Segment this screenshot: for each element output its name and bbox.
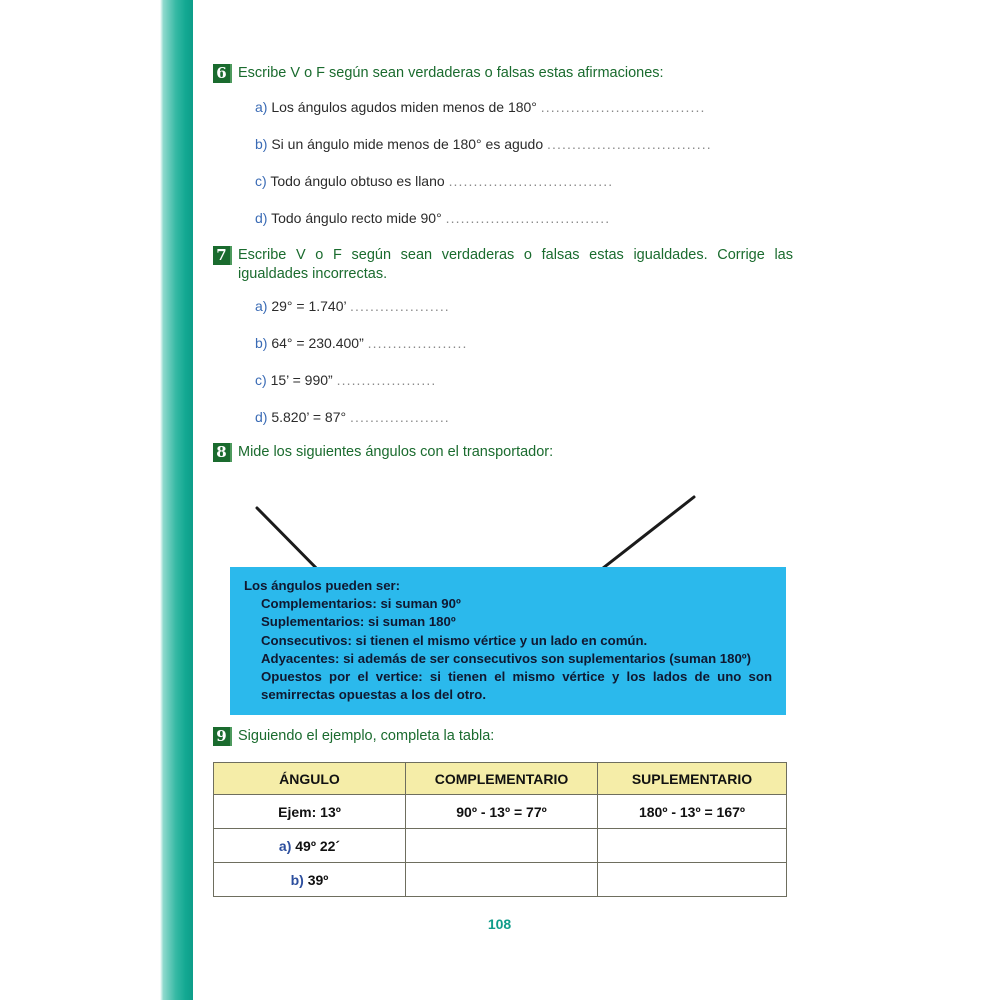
item-label: a) bbox=[255, 99, 268, 115]
cell-supplementary-blank[interactable] bbox=[598, 829, 787, 863]
list-item bbox=[255, 372, 793, 389]
cell-angle bbox=[214, 829, 406, 863]
table-row bbox=[214, 795, 787, 829]
item-label: d) bbox=[255, 409, 268, 425]
exercise-6-header bbox=[213, 64, 793, 86]
item-label: c) bbox=[255, 372, 267, 388]
exercise-7-number-badge: 7 bbox=[213, 246, 232, 265]
item-text: Todo ángulo obtuso es llano bbox=[270, 173, 445, 189]
side-band-label: Adaptamos las matemáticas bbox=[126, 318, 161, 994]
row-label: b) bbox=[290, 871, 304, 888]
list-item bbox=[255, 298, 793, 315]
row-angle-value: 39º bbox=[307, 871, 329, 888]
angle-figures bbox=[213, 479, 793, 579]
column-header-angulo: ÁNGULO bbox=[214, 763, 406, 795]
list-item bbox=[255, 173, 793, 190]
side-band bbox=[126, 0, 193, 1000]
exercise-7-header bbox=[213, 246, 793, 284]
exercise-9 bbox=[213, 727, 793, 749]
item-label: a) bbox=[255, 298, 268, 314]
answer-dotted-line[interactable]: ................................. bbox=[445, 210, 611, 226]
cell-angle: Ejem: 13º bbox=[214, 795, 406, 829]
table-header-row bbox=[214, 763, 787, 795]
cell-supplementary: 180º - 13º = 167º bbox=[598, 795, 787, 829]
item-label: c) bbox=[255, 173, 267, 189]
cell-supplementary-blank[interactable] bbox=[598, 863, 787, 897]
exercise-6-number-badge: 6 bbox=[213, 64, 232, 83]
list-item bbox=[255, 335, 793, 352]
exercise-6-title: Escribe V o F según sean verdaderas o falsas estas afirmaciones: bbox=[238, 65, 664, 81]
cell-angle bbox=[214, 863, 406, 897]
answer-dotted-line[interactable]: .................... bbox=[350, 298, 450, 314]
item-text: 64° = 230.400” bbox=[271, 335, 364, 351]
item-text: 29° = 1.740’ bbox=[271, 298, 347, 314]
exercise-6 bbox=[213, 64, 793, 227]
column-header-suplementario: SUPLEMENTARIO bbox=[598, 763, 787, 795]
list-item bbox=[255, 409, 793, 426]
angle-table bbox=[213, 762, 787, 897]
answer-dotted-line[interactable]: ................................. bbox=[547, 136, 712, 152]
cell-complementary-blank[interactable] bbox=[406, 863, 598, 897]
answer-dotted-line[interactable]: .................... bbox=[336, 372, 437, 388]
exercise-9-header bbox=[213, 727, 793, 749]
answer-dotted-line[interactable]: .................... bbox=[350, 409, 450, 425]
row-angle-value: 49º 22´ bbox=[295, 837, 341, 854]
exercise-8 bbox=[213, 443, 793, 579]
item-label: d) bbox=[255, 210, 268, 226]
table-row bbox=[214, 863, 787, 897]
info-box-line: Suplementarios: si suman 180º bbox=[261, 614, 456, 630]
exercise-8-header bbox=[213, 443, 793, 465]
cell-complementary-blank[interactable] bbox=[406, 829, 598, 863]
angle-figures-svg bbox=[213, 479, 793, 579]
info-box-line: Adyacentes: si además de ser consecutivos son suplementarios (suman 180º) bbox=[261, 650, 752, 666]
item-text: Todo ángulo recto mide 90° bbox=[271, 210, 442, 226]
exercise-7-title: Escribe V o F según sean verdaderas o falsas estas igualdades. Corrige las igualdades incorrectas. bbox=[238, 247, 793, 282]
info-box-line: Consecutivos: si tienen el mismo vértice y un lado en común. bbox=[261, 632, 648, 648]
item-label: b) bbox=[255, 335, 268, 351]
exercise-8-title: Mide los siguientes ángulos con el transportador: bbox=[238, 444, 554, 460]
info-box-line: Opuestos por el vertice: si tienen el mismo vértice y los lados de uno son semirrectas opuestas a los del otro. bbox=[261, 669, 772, 703]
page-number: 108 bbox=[487, 916, 512, 932]
item-text: Los ángulos agudos miden menos de 180° bbox=[271, 99, 537, 115]
list-item bbox=[255, 210, 793, 227]
row-label: a) bbox=[278, 837, 292, 854]
exercise-9-title: Siguiendo el ejemplo, completa la tabla: bbox=[238, 728, 495, 744]
column-header-complementario: COMPLEMENTARIO bbox=[406, 763, 598, 795]
answer-dotted-line[interactable]: ................................. bbox=[448, 173, 614, 189]
answer-dotted-line[interactable]: ................................. bbox=[540, 99, 706, 115]
cell-complementary: 90º - 13º = 77º bbox=[406, 795, 598, 829]
item-text: 15’ = 990” bbox=[270, 372, 333, 388]
exercise-9-number-badge: 9 bbox=[213, 727, 232, 746]
exercise-7 bbox=[213, 246, 793, 426]
item-text: Si un ángulo mide menos de 180° es agudo bbox=[271, 136, 544, 152]
item-label: b) bbox=[255, 136, 268, 152]
info-box-line: Complementarios: si suman 90º bbox=[261, 596, 461, 612]
worksheet-content bbox=[213, 0, 793, 1000]
list-item bbox=[255, 99, 793, 116]
table-row bbox=[214, 829, 787, 863]
info-box bbox=[230, 567, 786, 715]
answer-dotted-line[interactable]: .................... bbox=[367, 335, 468, 351]
exercise-6-items bbox=[255, 99, 793, 227]
exercise-8-number-badge: 8 bbox=[213, 443, 232, 462]
exercise-7-items bbox=[255, 298, 793, 426]
list-item bbox=[255, 136, 793, 153]
info-box-lead: Los ángulos pueden ser: bbox=[244, 578, 401, 593]
item-text: 5.820’ = 87° bbox=[271, 409, 347, 425]
